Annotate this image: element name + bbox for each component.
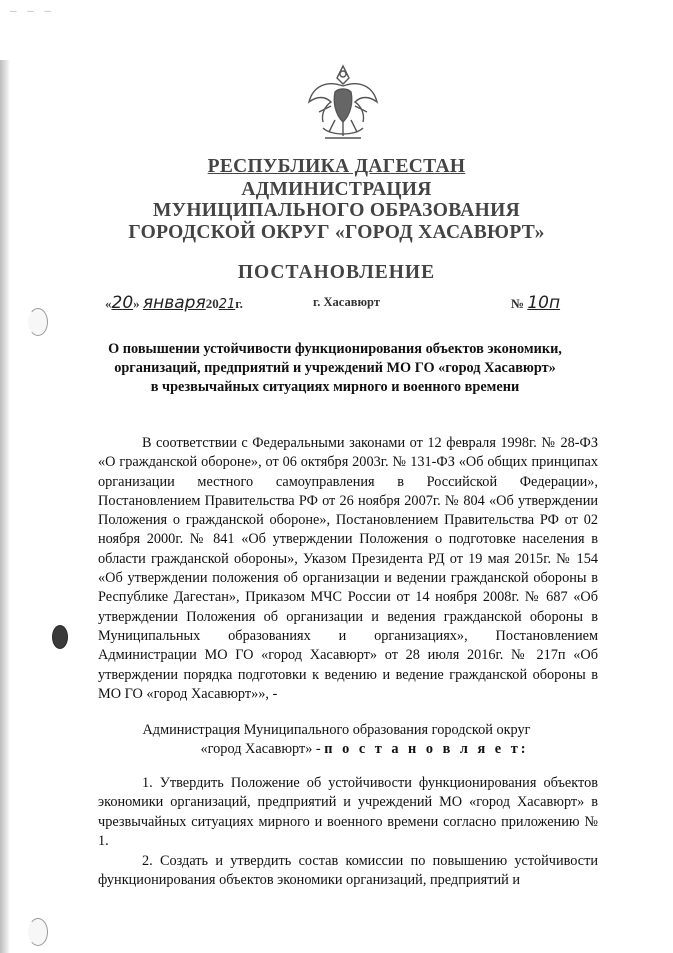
header-municipal-formation: МУНИЦИПАЛЬНОГО ОБРАЗОВАНИЯ [153, 200, 520, 221]
header-city-district: ГОРОДСКОЙ ОКРУГ «ГОРОД ХАСАВЮРТ» [128, 222, 545, 243]
document-number: № 10п [511, 293, 561, 313]
title-line: организаций, предприятий и учреждений МО ГО «город Хасавюрт» [114, 360, 556, 376]
document-title [100, 340, 570, 397]
document-type: ПОСТАНОВЛЕНИЕ [237, 262, 436, 283]
header-administration: АДМИНИСТРАЦИЯ [241, 179, 432, 200]
handwritten-number: 10п [527, 293, 561, 313]
decree-item-2: 2. Создать и утвердить состав комиссии по повышению устойчивости функционирования объектов экономики организаций, предприятий и [98, 853, 598, 889]
punch-hole-middle [52, 625, 68, 649]
decree-keyword: п о с т а н о в л я е т: [324, 741, 529, 757]
title-line: в чрезвычайных ситуациях мирного и военного времени [150, 379, 520, 395]
decree-issuer: Администрация Муниципального образования городской округ [142, 722, 531, 738]
preamble-paragraph: В соответствии с Федеральными законами от 12 февраля 1998г. № 28-ФЗ «О гражданской обороне», от 06 октября 2003г. № 131-ФЗ «Об общих принципах организации местного самоуправления в Российской Федерации», Постановлением Правительства РФ от 26 ноября 2007г. № 804 «Об утверждении Положения о гражданской обороне», Постановлением Правительства РФ от 02 ноября 2000г. № 841 «Об утверждении Положения о подготовке населения в области гражданской обороны», Указом Президента РД от 19 мая 2015г. № 154 «Об утверждении положения об организации и ведении гражданской обороны в Республике Дагестан», Приказом МЧС России от 14 ноября 2008г. № 687 «Об утверждении Положения об организации и ведения гражданской обороны в Муниципальных образованиях и организациях», Постановлением Администрации МО ГО «город Хасавюрт» от 28 июля 2016г. № 217п «Об утверждении порядка подготовки к ведению и ведение гражданской обороны в МО ГО «город Хасавюрт»», - [98, 435, 598, 702]
title-line: О повышении устойчивости функционирования объектов экономики, [108, 341, 562, 357]
decree-item-1: 1. Утвердить Положение об устойчивости функционирования объектов экономики организаций, предприятий и учреждений МО «город Хасавюрт» в чрезвычайных ситуациях мирного и военного времени согласно приложению № 1. [98, 775, 598, 849]
handwritten-day: 20 [111, 293, 134, 313]
punch-hole-bottom [28, 918, 48, 946]
scan-corner-mark: — — — [10, 4, 54, 17]
document-date: «20» января2021г. [105, 293, 243, 313]
header-republic: РЕСПУБЛИКА ДАГЕСТАН [207, 156, 466, 177]
coat-of-arms-emblem [305, 62, 381, 146]
handwritten-year: 21 [218, 297, 236, 312]
punch-hole-top [28, 308, 48, 336]
decree-clause: «город Хасавюрт» - п о с т а н о в л я е т: [200, 741, 529, 757]
handwritten-month: января [142, 293, 206, 313]
document-city: г. Хасавюрт [313, 295, 380, 309]
